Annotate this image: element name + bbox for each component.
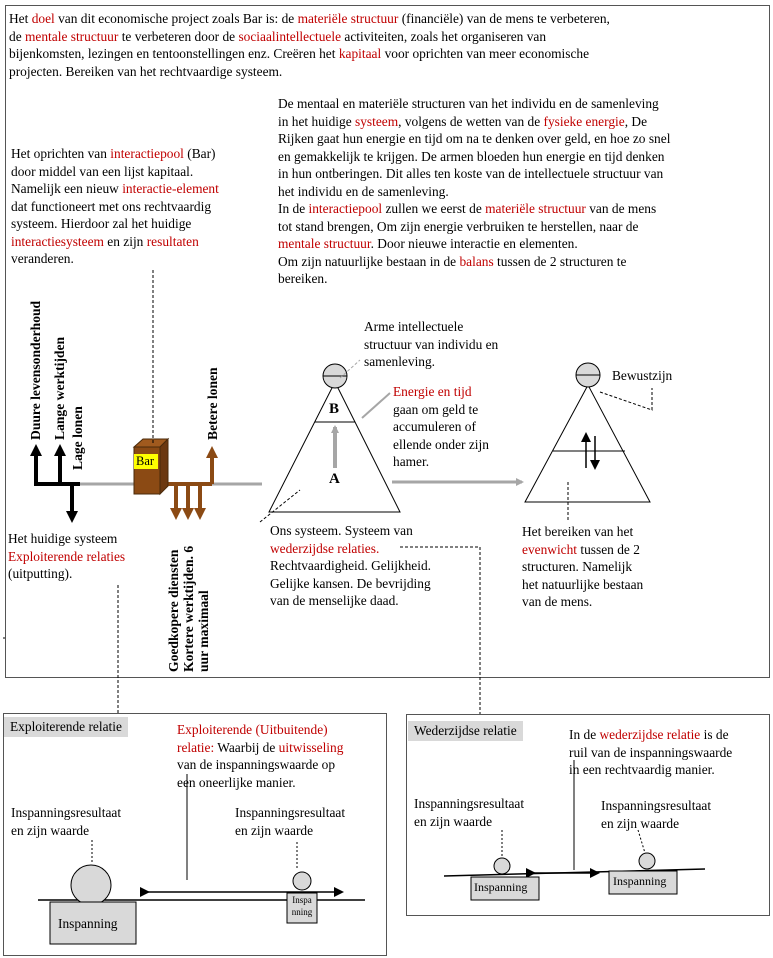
box-exploiterende-desc: Exploiterende (Uitbuitende) relatie: Waarbij de uitwisseling van de inspanningswaarde op een oneerlijke manier.	[177, 722, 344, 790]
label-uur: uur maximaal	[196, 590, 211, 672]
intro-paragraph: Het doel van dit economische project zoals Bar is: de materiële structuur (financiële) van de mens te verbeteren, de mentale structuur te verbeteren door de sociaalintellectuele activiteiten, zoals het organiseren van bijenkomsten, lezingen en tentoonstellingen enz. Creëren het kapitaal voor oprichten van meer economische projecten. Bereiken van het rechtvaardige systeem.	[9, 11, 610, 79]
weder-result-left: Inspanningsresultaat en zijn waarde	[414, 796, 525, 829]
exploit-inspanning-small: Inspa nning	[291, 895, 313, 917]
label-b: B	[329, 401, 340, 417]
right-paragraph: De mentaal en materiële structuren van het individu en de samenleving in het huidige systeem, volgens de wetten van de fysieke energie, De Rijken gaat hun energie en tijd om na te denken over geld, en hoe zo snel en gemakkelijk te krijgen. De armen bloeden hun energie en tijd denken in hun ontberingen. Dit alles ten koste van de intellectuele structuur van het individu en de samenleving. In de interactiepool zullen we eerst de materiële structuur van de mens tot stand brengen, Om zijn energie verbruiken te herstellen, naar de mentale structuur. Door nieuwe interactie en elementen. Om zijn natuurlijke bestaan in de balans tussen de 2 structuren te bereiken.	[278, 96, 671, 286]
exploit-result-left: Inspanningsresultaat en zijn waarde	[11, 805, 122, 838]
bar-label: Bar	[136, 454, 155, 468]
evenwicht-text: Het bereiken van het evenwicht tussen de 2 structuren. Namelijk het natuurlijke bestaan van de mens.	[522, 524, 644, 609]
exploit-result-right: Inspanningsresultaat en zijn waarde	[235, 805, 346, 838]
box-wederzijdse-title: Wederzijdse relatie	[408, 721, 523, 741]
label-goedkopere: Goedkopere diensten	[166, 549, 181, 672]
ons-systeem-text: Ons systeem. Systeem van wederzijdse relaties. Rechtvaardigheid. Gelijkheid. Gelijke kansen. De bevrijding van de menselijke daad.	[270, 523, 432, 608]
box-exploiterende-title: Exploiterende relatie	[4, 717, 128, 737]
triangle-1-note: Arme intellectuele structuur van individu en samenleving.	[364, 319, 499, 369]
exploit-inspanning-label: Inspanning	[58, 916, 118, 931]
term-doel: doel	[31, 11, 55, 26]
huidige-systeem-text: Het huidige systeem Exploiterende relaties (uitputting).	[8, 531, 126, 581]
label-a: A	[329, 471, 340, 487]
label-lange: Lange werktijden	[52, 336, 67, 440]
weder-inspanning-left: Inspanning	[474, 880, 528, 894]
label-duure: Duure levensonderhoud	[28, 300, 43, 440]
weder-inspanning-right: Inspanning	[613, 874, 667, 888]
label-betere: Betere lonen	[205, 367, 220, 440]
label-kortere: Kortere werktijden. 6	[181, 545, 196, 672]
triangle-1-energie: Energie en tijd gaan om geld te accumuleren of ellende onder zijn hamer.	[393, 384, 489, 469]
box-wederzijdse-desc: In de wederzijdse relatie is de ruil van de inspanningswaarde in een rechtvaardig manier.	[569, 727, 733, 777]
left-paragraph: Het oprichten van interactiepool (Bar) door middel van een lijst kapitaal. Namelijk een nieuw interactie-element dat functioneert met ons rechtvaardig systeem. Hierdoor zal het huidige interactiesysteem en zijn resultaten veranderen.	[11, 146, 219, 266]
label-lage: Lage lonen	[70, 406, 85, 470]
bewustzijn-label: Bewustzijn	[612, 368, 673, 383]
weder-result-right: Inspanningsresultaat en zijn waarde	[601, 798, 712, 831]
